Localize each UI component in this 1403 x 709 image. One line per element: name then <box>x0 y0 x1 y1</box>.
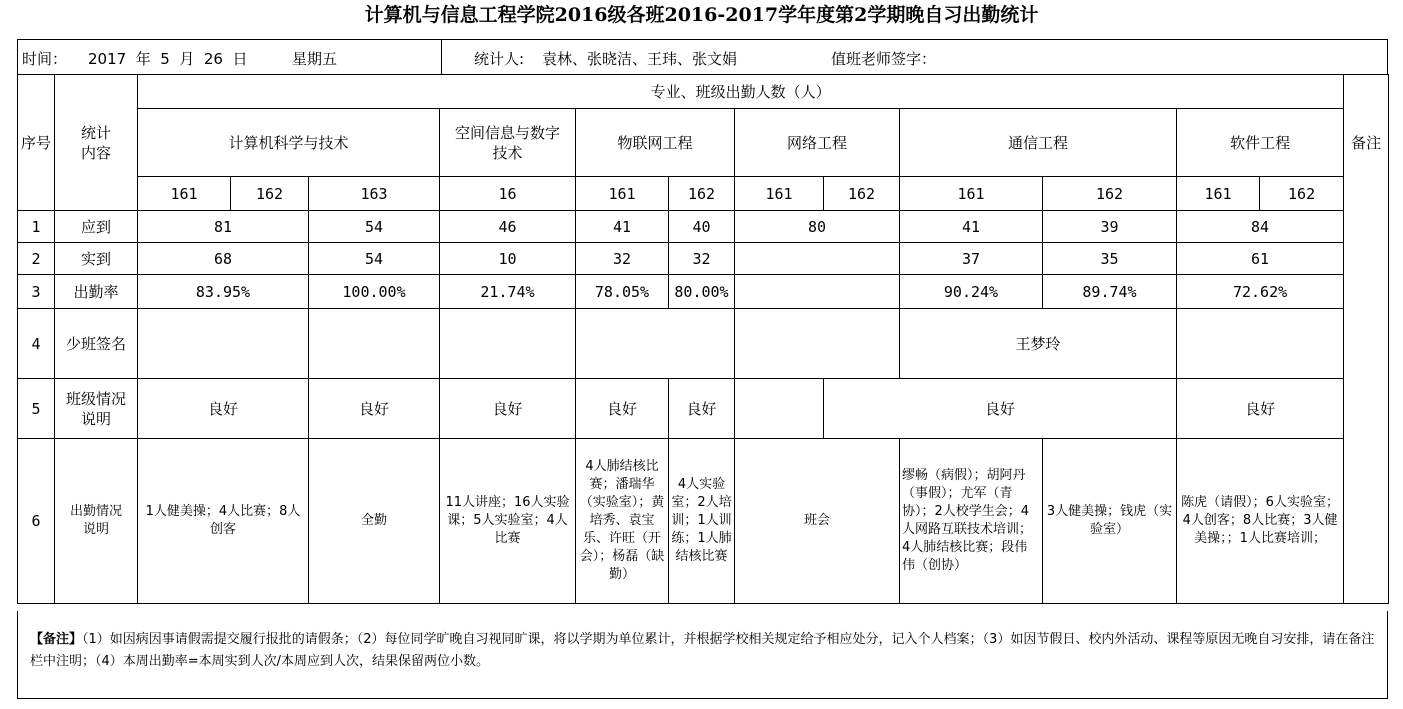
data-cell: 89.74% <box>1043 275 1177 309</box>
data-cell: 40 <box>669 211 735 243</box>
data-cell: 41 <box>900 211 1043 243</box>
class-cell: 162 <box>669 177 735 211</box>
footer-text: （1）如因病因事请假需提交履行报批的请假条；（2）每位同学旷晚自习视同旷课，将以学期为单位累计，并根据学校相关规定给予相应处分，记入个人档案；（3）如因节假日、校内外活动、课程等原因无晚自习安排，请在备注栏中注明；（4）本周出勤率=本周实到人次/本周应到人次，结果保留两位小数。 <box>30 632 1375 669</box>
class-cell: 161 <box>576 177 669 211</box>
col-notes-header: 备注 <box>1344 75 1389 211</box>
class-cell: 161 <box>138 177 231 211</box>
class-cell: 162 <box>1260 177 1344 211</box>
data-cell <box>309 309 440 379</box>
data-cell <box>576 309 735 379</box>
data-cell: 37 <box>900 243 1043 275</box>
data-cell: 良好 <box>440 379 576 439</box>
data-cell: 83.95% <box>138 275 309 309</box>
row-number: 1 <box>18 211 55 243</box>
data-cell <box>440 309 576 379</box>
data-cell: 41 <box>576 211 669 243</box>
row-label: 应到 <box>55 211 138 243</box>
class-cell: 161 <box>1177 177 1260 211</box>
signature-cell: 王梦玲 <box>900 309 1177 379</box>
class-cell: 161 <box>900 177 1043 211</box>
data-cell: 39 <box>1043 211 1177 243</box>
data-cell: 良好 <box>824 379 1177 439</box>
data-cell: 缪畅（病假）；胡阿丹（事假）；尤军（青协）；2人校学生会；4人网路互联技术培训；4人肺结核比赛；段伟伟（创协） <box>900 439 1043 604</box>
data-cell: 良好 <box>1177 379 1344 439</box>
group-header: 专业、班级出勤人数（人） <box>138 75 1344 109</box>
data-cell: 良好 <box>138 379 309 439</box>
data-cell: 全勤 <box>309 439 440 604</box>
table-row <box>18 379 1389 439</box>
major-network: 网络工程 <box>735 109 900 177</box>
data-cell: 良好 <box>669 379 735 439</box>
data-cell: 80 <box>735 211 900 243</box>
data-cell: 81 <box>138 211 309 243</box>
row-label: 出勤率 <box>55 275 138 309</box>
data-cell: 良好 <box>309 379 440 439</box>
data-cell <box>735 309 900 379</box>
notes-cell <box>1344 211 1389 604</box>
row-number: 3 <box>18 275 55 309</box>
table-row <box>18 439 1389 604</box>
data-cell: 84 <box>1177 211 1344 243</box>
header-divider <box>441 40 442 74</box>
table-row <box>18 243 1389 275</box>
data-cell: 班会 <box>735 439 900 604</box>
data-cell: 32 <box>576 243 669 275</box>
attendance-table <box>17 74 1389 604</box>
table-row <box>18 275 1389 309</box>
class-cell: 162 <box>231 177 309 211</box>
footer-label: 【备注】 <box>30 632 83 647</box>
data-cell: 54 <box>309 211 440 243</box>
data-cell <box>1177 309 1344 379</box>
class-cell: 163 <box>309 177 440 211</box>
row-label: 出勤情况说明 <box>55 439 138 604</box>
data-cell: 1人健美操；4人比赛；8人创客 <box>138 439 309 604</box>
data-cell: 80.00% <box>669 275 735 309</box>
data-cell: 68 <box>138 243 309 275</box>
attendance-sheet <box>17 39 1388 699</box>
row-label: 少班签名 <box>55 309 138 379</box>
data-cell <box>735 275 900 309</box>
data-cell: 4人肺结核比赛；潘瑞华（实验室）；黄培秀、袁宝乐、许旺（开会）；杨磊（缺勤） <box>576 439 669 604</box>
weekday: 星期五 <box>292 50 338 68</box>
date-label: 时间： <box>22 50 68 68</box>
page-title: 计算机与信息工程学院2016级各班2016-2017学年度第2学期晚自习出勤统计 <box>364 4 1039 26</box>
data-cell: 90.24% <box>900 275 1043 309</box>
data-cell <box>138 309 309 379</box>
major-telecom: 通信工程 <box>900 109 1177 177</box>
data-cell: 61 <box>1177 243 1344 275</box>
row-number: 2 <box>18 243 55 275</box>
data-cell: 陈虎（请假）；6人实验室；4人创客；8人比赛；3人健美操；；1人比赛培训； <box>1177 439 1344 604</box>
col-content-header: 统计内容 <box>55 75 138 211</box>
major-cs: 计算机科学与技术 <box>138 109 440 177</box>
data-cell: 10 <box>440 243 576 275</box>
table-row <box>18 211 1389 243</box>
footer-notes <box>17 611 1388 699</box>
data-cell: 4人实验室；2人培训；1人训练；1人肺结核比赛 <box>669 439 735 604</box>
row-number: 5 <box>18 379 55 439</box>
row-number: 6 <box>18 439 55 604</box>
major-iot: 物联网工程 <box>576 109 735 177</box>
date-value: 2017 年 5 月 26 日 <box>88 50 248 68</box>
data-cell: 72.62% <box>1177 275 1344 309</box>
major-spatial: 空间信息与数字技术 <box>440 109 576 177</box>
data-cell: 78.05% <box>576 275 669 309</box>
data-cell: 46 <box>440 211 576 243</box>
data-cell: 良好 <box>576 379 669 439</box>
table-row <box>18 309 1389 379</box>
data-cell: 11人讲座；16人实验课；5人实验室；4人比赛 <box>440 439 576 604</box>
row-number: 4 <box>18 309 55 379</box>
data-cell: 32 <box>669 243 735 275</box>
data-cell <box>735 243 900 275</box>
sheet-header <box>17 39 1388 75</box>
data-cell: 21.74% <box>440 275 576 309</box>
col-index-header: 序号 <box>18 75 55 211</box>
teacher-sign-label: 值班老师签字： <box>831 50 937 68</box>
row-label: 班级情况说明 <box>55 379 138 439</box>
data-cell <box>735 379 824 439</box>
stats-label: 统计人: <box>474 50 525 68</box>
data-cell: 35 <box>1043 243 1177 275</box>
row-label: 实到 <box>55 243 138 275</box>
class-cell: 16 <box>440 177 576 211</box>
class-cell: 162 <box>824 177 900 211</box>
stats-people: 袁林、张晓洁、王玮、张文娟 <box>542 50 738 68</box>
data-cell: 3人健美操；钱虎（实验室） <box>1043 439 1177 604</box>
class-cell: 161 <box>735 177 824 211</box>
data-cell: 54 <box>309 243 440 275</box>
major-software: 软件工程 <box>1177 109 1344 177</box>
data-cell: 100.00% <box>309 275 440 309</box>
class-cell: 162 <box>1043 177 1177 211</box>
